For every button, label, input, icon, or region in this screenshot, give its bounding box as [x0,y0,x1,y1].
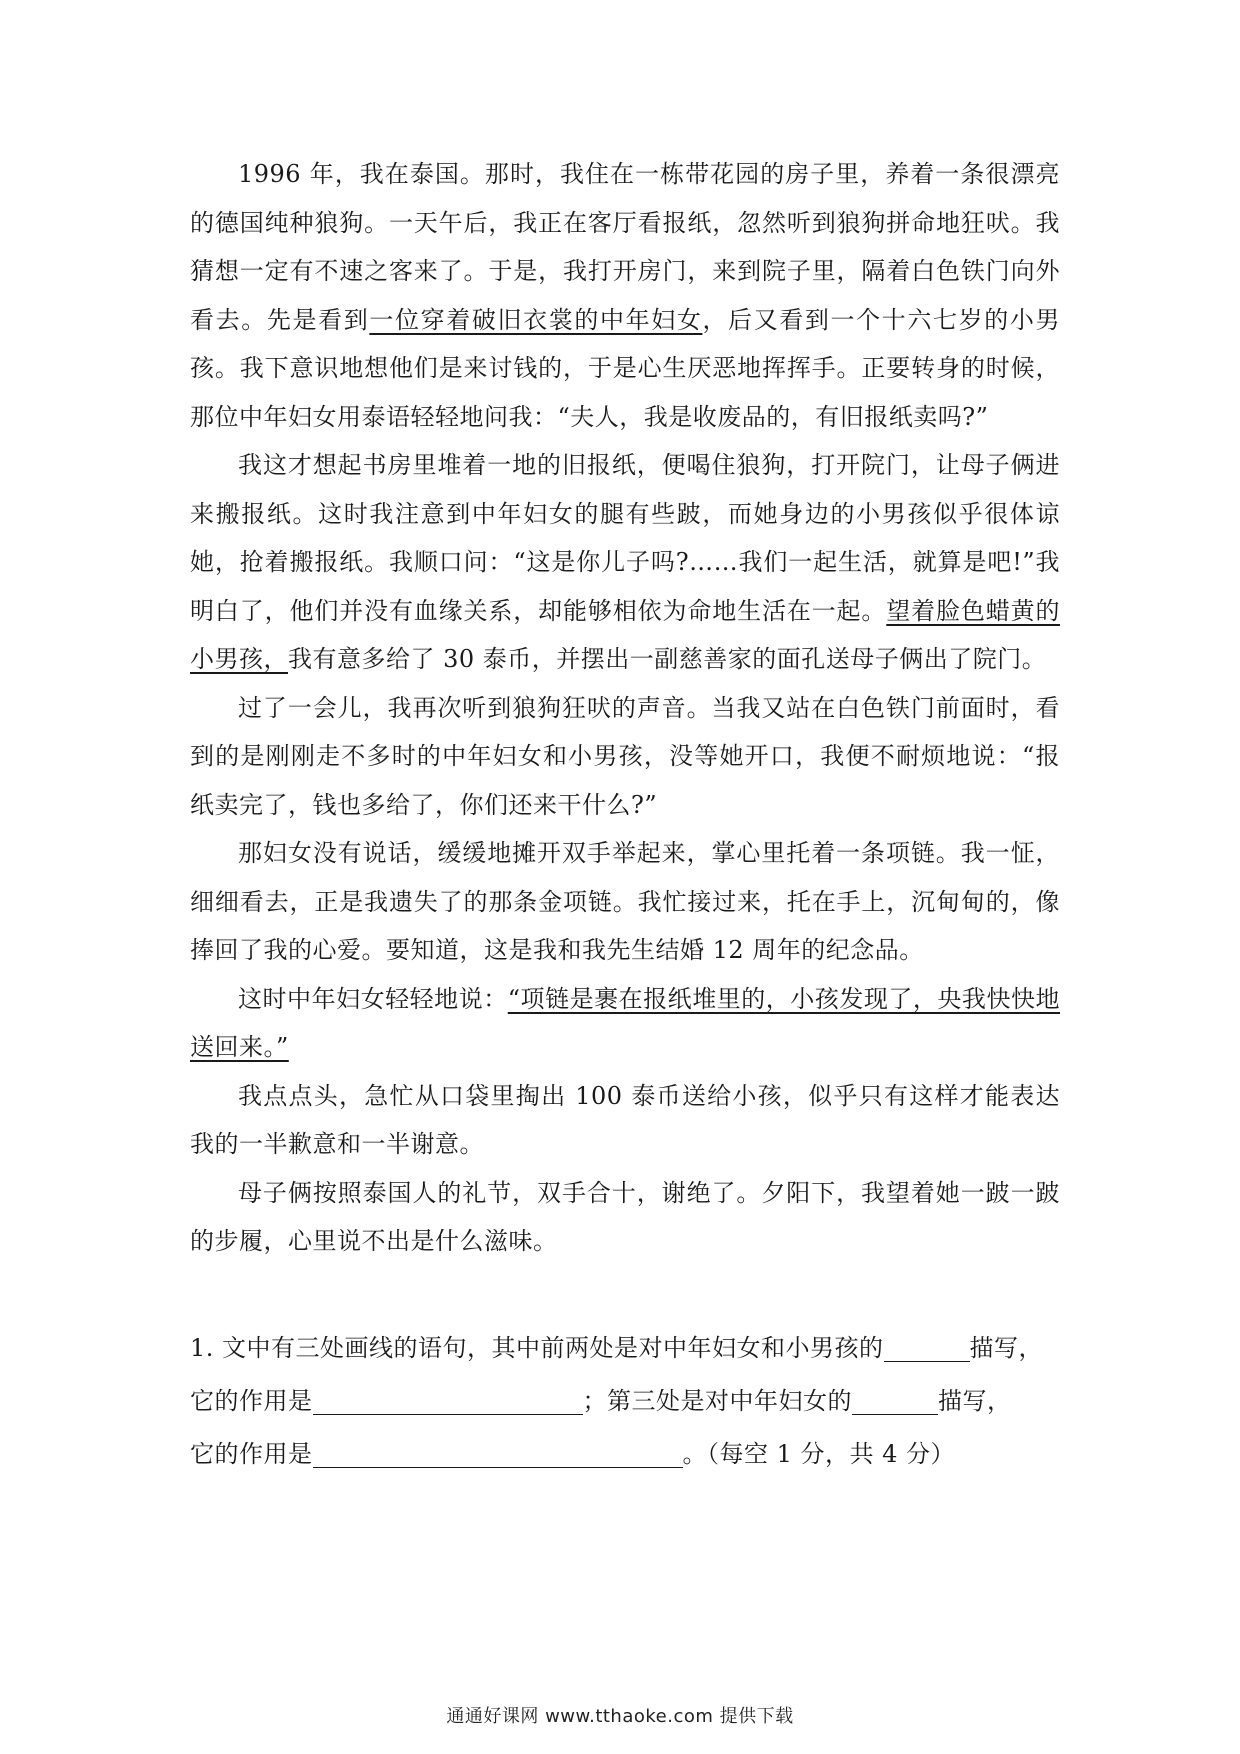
paragraph-6: 我点点头，急忙从口袋里掏出 100 泰币送给小孩，似乎只有这样才能表达我的一半歉意和一半谢意。 [190,1081,1060,1158]
question-text-2c: 描写， [938,1387,1012,1415]
question-text-3a: 它的作用是 [190,1440,313,1468]
question-text-1a: 1. 文中有三处画线的语句，其中前两处是对中年妇女和小男孩的 [190,1334,884,1362]
underlined-sentence-3: “项链是裹在报纸堆里的，小孩发现了，央我快快地送回来。” [190,984,1060,1061]
question-line-1 [190,1322,1060,1375]
question-text-3b: 。（每空 1 分，共 4 分） [682,1440,956,1468]
answer-blank-4[interactable] [313,1437,683,1468]
paragraph-5-text-a: 这时中年妇女轻轻地说： [238,984,508,1013]
footer-credit: 通通好课网 www.tthaoke.com 提供下载 [446,1706,794,1727]
paragraph-1-text-b: ，后又看到一个十六七岁的小男孩。我下意识地想他们是来讨钱的，于是心生厌恶地挥挥手。正要转身的时候，那位中年妇女用泰语轻轻地问我：“夫人，我是收废品的，有旧报纸卖吗?” [190,305,1061,431]
answer-blank-2[interactable] [313,1384,583,1415]
question-line-2 [190,1375,1060,1428]
underlined-sentence-1: 一位穿着破旧衣裳的中年妇女 [369,305,703,334]
paragraph-1-text-a: 1996 年，我在泰国。那时，我住在一栋带花园的房子里，养着一条很漂亮的德国纯种狼狗。一天午后，我正在客厅看报纸，忽然听到狼狗拼命地狂吠。我猜想一定有不速之客来了。于是，我打开房门，来到院子里，隔着白色铁门向外看去。先是看到 [190,160,1060,334]
paragraph-2 [190,441,1060,684]
paragraph-5 [190,975,1060,1072]
question-line-3 [190,1428,1060,1481]
reading-passage [190,150,1060,1266]
underlined-sentence-2: 望着脸色蜡黄的小男孩， [190,596,1061,673]
question-text-1b: 描写， [969,1334,1044,1362]
paragraph-2-text-b: 我有意多给了 30 泰币，并摆出一副慈善家的面孔送母子俩出了院门。 [288,645,1047,673]
paragraph-4: 那妇女没有说话，缓缓地摊开双手举起来，掌心里托着一条项链。我一怔，细细看去，正是我遗失了的那条金项链。我忙接过来，托在手上，沉甸甸的，像捧回了我的心爱。要知道，这是我和我先生结婚 12 周年的纪念品。 [190,839,1060,964]
paragraph-1 [190,150,1060,441]
answer-blank-3[interactable] [852,1384,938,1415]
question-text-2b: ；第三处是对中年妇女的 [582,1387,852,1415]
question-1 [190,1322,1060,1481]
paragraph-3: 过了一会儿，我再次听到狼狗狂吠的声音。当我又站在白色铁门前面时，看到的是刚刚走不多时的中年妇女和小男孩，没等她开口，我便不耐烦地说：“报纸卖完了，钱也多给了，你们还来干什么?” [190,693,1060,819]
paragraph-7: 母子俩按照泰国人的礼节，双手合十，谢绝了。夕阳下，我望着她一跛一跛的步履，心里说不出是什么滋味。 [190,1178,1060,1255]
question-text-2a: 它的作用是 [190,1387,313,1415]
paragraph-2-text-a: 我这才想起书房里堆着一地的旧报纸，便喝住狼狗，打开院门，让母子俩进来搬报纸。这时我注意到中年妇女的腿有些跛，而她身边的小男孩似乎很体谅她，抢着搬报纸。我顺口问：“这是你儿子吗?……我们一起生活，就算是吧!”我明白了，他们并没有血缘关系，却能够相依为命地生活在一起。 [190,451,1060,625]
answer-blank-1[interactable] [884,1331,970,1362]
